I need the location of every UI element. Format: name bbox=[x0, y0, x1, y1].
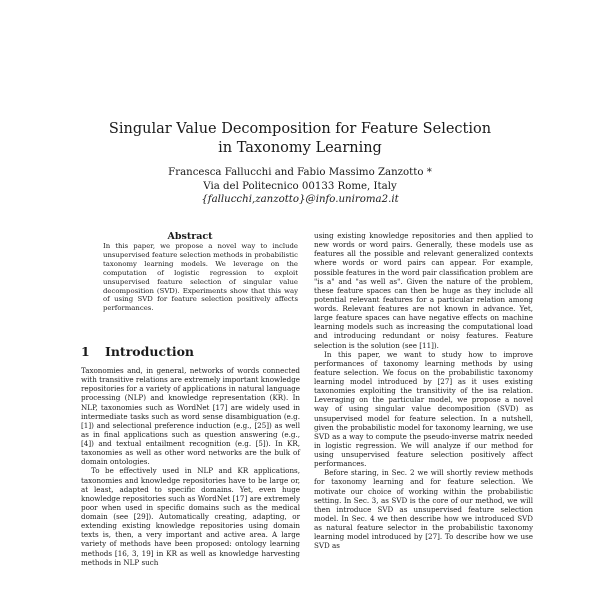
right-paragraph-1: using existing knowledge repositories and then applied to new words or word pairs. Generally, these models use as features all the possible and relevant generalized contexts where words or word pairs can appear. For example, possible features in the word pair classification problem are "is a" and "as well as". Given the nature of the problem, these feature spaces can then be huge as they include all potential relevant features for a particular relation among words. Relevant features are not known in advance. Yet, large feature spaces can have negative effects on machine learning models such as increasing the computational load and introducing redundant or noisy features. Feature selection is the solution (see [11]). bbox=[314, 231, 533, 350]
right-paragraph-2: In this paper, we want to study how to improve performances of taxonomy learning methods by using feature selection. We focus on the probabilistic taxonomy learning model introduced by [27] as it uses existing taxonomies exploiting the transitivity of the isa relation. Leveraging on the particular model, we propose a novel way of using singular value decomposition (SVD) as unsupervised model for feature selection. In a nutshell, given the probabilistic model for taxonomy learning, we use SVD as a way to compute the pseudo-inverse matrix needed in logistic regression. We will analyze if our method for using unsupervised feature selection positively affect performances. bbox=[314, 349, 533, 469]
abstract-heading: Abstract bbox=[167, 231, 213, 242]
right-paragraph-3: Before staring, in Sec. 2 we will shortly review methods for taxonomy learning and for feature selection. We motivate our choice of working within the probabilistic setting. In Sec. 3, as SVD is the core of our method, we will then introduce SVD as unsupervised feature selection model. In Sec. 4 we then describe how we introduced SVD as natural feature selector in the probabilistic taxonomy learning model introduced by [27]. To describe how we use SVD as bbox=[314, 468, 533, 551]
left-paragraph-1: Taxonomies and, in general, networks of words connected with transitive relations are extremely important knowledge repositories for a variety of applications in natural language processing (NLP) and knowledge representation (KR). In NLP, taxonomies such as WordNet [17] are widely used in intermediate tasks such as word sense disambiguation (e.g. [1]) and selectional preference induction (e.g., [25]) as well as in final applications such as question answering (e.g., [4]) and textual entailment recognition (e.g. [5]). In KR, taxonomies as well as other word networks are the bulk of domain ontologies. bbox=[81, 366, 300, 467]
section-number: 1 bbox=[81, 344, 90, 359]
abstract-text: In this paper, we propose a novel way to include unsupervised feature selection methods in probabilistic taxonomy learning models. We leverage on the computation of logistic regression to exploit unsupervised feature selection of singular value decomposition (SVD). Experiments show that this way of using SVD for feature selection positively affects performances. bbox=[103, 242, 298, 313]
right-column bbox=[314, 231, 533, 550]
author-address: Via del Politecnico 00133 Rome, Italy bbox=[203, 180, 397, 192]
section-heading bbox=[81, 344, 194, 359]
section-title: Introduction bbox=[105, 344, 195, 359]
title-line-2: in Taxonomy Learning bbox=[218, 140, 382, 156]
left-column bbox=[81, 366, 300, 567]
author-names: Francesca Fallucchi and Fabio Massimo Zanzotto * bbox=[168, 167, 432, 178]
paper-title bbox=[0, 120, 600, 158]
author-block bbox=[0, 166, 600, 207]
left-paragraph-2: To be effectively used in NLP and KR applications, taxonomies and knowledge repositories have to be large or, at least, adapted to specific domains. Yet, even huge knowledge repositories such as WordNet [17] are extremely poor when used in specific domains such as the medical domain (see [29]). Automatically creating, adapting, or extending existing knowledge repositories using domain texts is, then, a very important and active area. A large variety of methods have been proposed: ontology learning methods [16, 3, 19] in KR as well as knowledge harvesting methods in NLP such bbox=[81, 466, 300, 567]
title-line-1: Singular Value Decomposition for Feature Selection bbox=[108, 121, 492, 137]
author-email: {fallucchi,zanzotto}@info.uniroma2.it bbox=[201, 194, 399, 205]
